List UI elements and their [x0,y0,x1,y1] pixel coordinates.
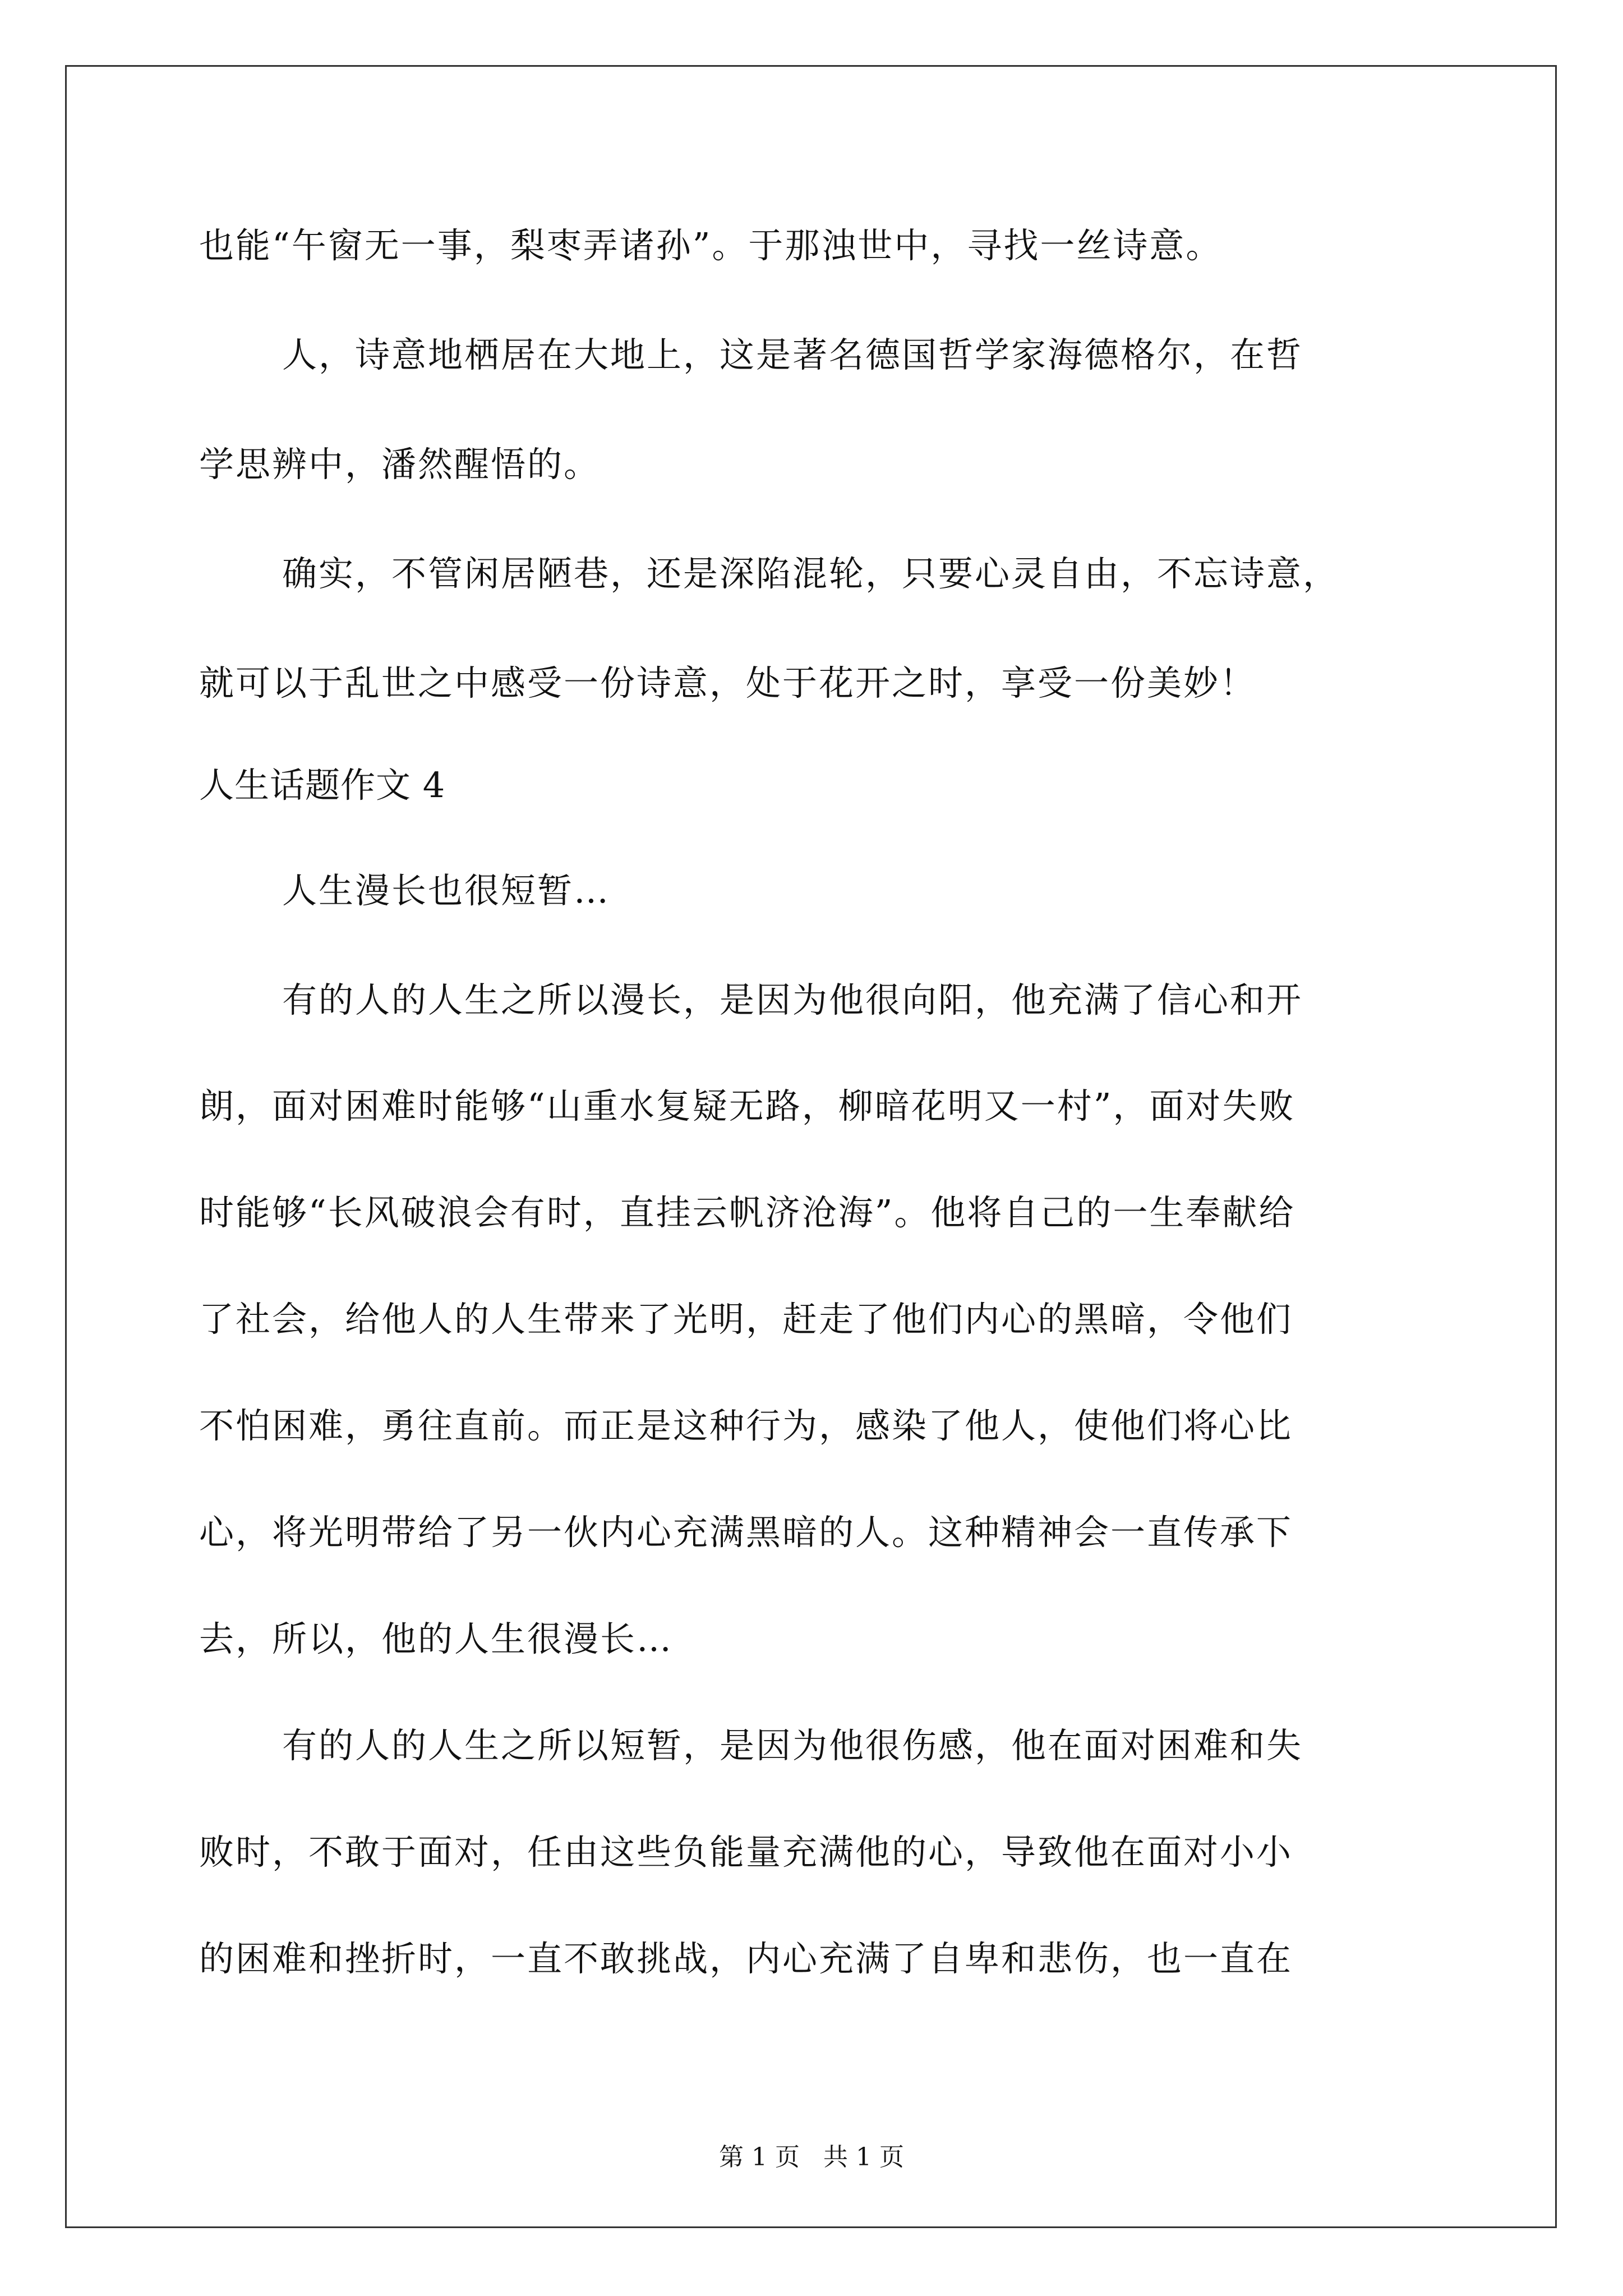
text-line: 去，所以，他的人生很漫长… [199,1618,674,1659]
text-line: 了社会，给他人的人生带来了光明，赶走了他们内心的黑暗，令他们 [199,1299,1293,1340]
text-line: 心，将光明带给了另一伙内心充满黑暗的人。这种精神会一直传承下 [199,1512,1293,1553]
text-line: 时能够“长风破浪会有时，直挂云帆济沧海”。他将自己的一生奉献给 [199,1192,1295,1233]
text-line: 的困难和挫折时，一直不敢挑战，内心充满了自卑和悲伤，也一直在 [199,1938,1293,1979]
section-heading: 人生话题作文 4 [199,765,446,806]
text-line: 学思辨中，潘然醒悟的。 [199,444,601,485]
page-footer: 第 1 页 共 1 页 [719,2143,904,2171]
text-line: 败时，不敢于面对，任由这些负能量充满他的心，导致他在面对小小 [199,1832,1293,1872]
text-line: 也能“午窗无一事，梨枣弄诸孙”。于那浊世中，寻找一丝诗意。 [199,225,1223,266]
text-line: 有的人的人生之所以漫长，是因为他很向阳，他充满了信心和开 [282,979,1303,1020]
text-line: 有的人的人生之所以短暂，是因为他很伤感，他在面对困难和失 [282,1725,1303,1766]
text-line: 确实，不管闲居陋巷，还是深陷混轮，只要心灵自由，不忘诗意， [282,553,1340,594]
text-line: 朗，面对困难时能够“山重水复疑无路，柳暗花明又一村”，面对失败 [199,1085,1295,1126]
page-border [65,65,1557,2228]
text-line: 人生漫长也很短暂… [282,870,611,911]
text-line: 就可以于乱世之中感受一份诗意，处于花开之时，享受一份美妙！ [199,662,1257,703]
text-line: 人，诗意地栖居在大地上，这是著名德国哲学家海德格尔，在哲 [282,334,1303,375]
text-line: 不怕困难，勇往直前。而正是这种行为，感染了他人，使他们将心比 [199,1405,1293,1446]
